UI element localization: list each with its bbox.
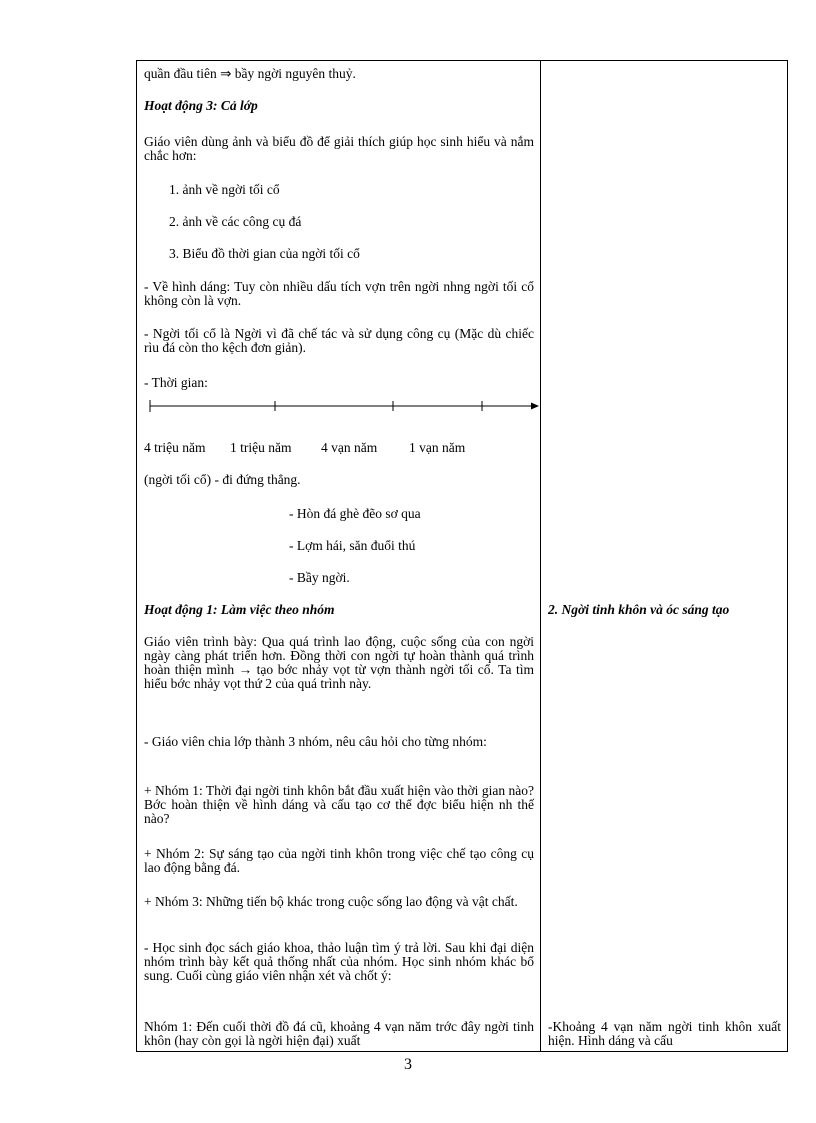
teacher-presentation: Giáo viên trình bày: Qua quá trình lao động, cuộc sống của con ngời ngày càng phát triển hơn. Đồng thời con ngời tự hoàn thành quá trình hoàn thiện mình → tạo bớc nhảy vọt từ vợn thành ngời tối cổ. Ta tìm hiểu bớc nhảy vọt thứ 2 của quá trình này. [144, 634, 534, 691]
group-1-question: + Nhóm 1: Thời đại ngời tinh khôn bắt đầu xuất hiện vào thời gian nào? Bớc hoàn thiện về hình dáng và cấu tạo cơ thể đợc biểu hiện nh thế nào? [144, 783, 534, 826]
characteristic: (ngời tối cổ) - đi đứng thẳng. [144, 472, 301, 487]
section-2-heading: 2. Ngời tinh khôn và óc sáng tạo [548, 602, 730, 617]
list-item: 1. ảnh về ngời tối cổ [169, 182, 280, 197]
activity-1-heading: Hoạt động 1: Làm việc theo nhóm [144, 602, 335, 617]
timeline-label: 4 vạn năm [321, 440, 378, 455]
tool-description: - Ngời tối cổ là Ngời vì đã chế tác và sử dụng công cụ (Mặc dù chiếc rìu đá còn tho kệch đơn giản). [144, 326, 534, 355]
group-3-question: + Nhóm 3: Những tiến bộ khác trong cuộc sống lao động và vật chất. [144, 894, 518, 909]
group-2-question: + Nhóm 2: Sự sáng tạo của ngời tinh khôn trong việc chế tạo công cụ lao động bằng đá. [144, 846, 534, 875]
paragraph-intro: quần đầu tiên ⇒ bầy ngời nguyên thuỷ. [144, 66, 356, 81]
teacher-explains: Giáo viên dùng ảnh và biểu đồ để giải thích giúp học sinh hiểu và nắm chắc hơn: [144, 134, 534, 163]
page-number: 3 [404, 1056, 412, 1073]
activity-3-heading: Hoạt động 3: Cả lớp [144, 98, 258, 113]
characteristic: - Hòn đá ghè đẽo sơ qua [289, 506, 421, 521]
group-1-answer: Nhóm 1: Đến cuối thời đồ đá cũ, khoảng 4 vạn năm trớc đây ngời tinh khôn (hay còn gọi là ngời hiện đại) xuất [144, 1019, 534, 1048]
left-column [137, 61, 541, 1051]
characteristic: - Bầy ngời. [289, 570, 350, 585]
characteristic: - Lợm hái, săn đuổi thú [289, 538, 416, 553]
list-item: 3. Biểu đồ thời gian của ngời tối cổ [169, 246, 360, 261]
group-assignment: - Giáo viên chia lớp thành 3 nhóm, nêu câu hỏi cho từng nhóm: [144, 734, 487, 749]
timeline-axis [147, 399, 539, 413]
time-label: - Thời gian: [144, 375, 208, 390]
timeline-label: 1 triệu năm [230, 440, 292, 455]
list-item: 2. ảnh về các công cụ đá [169, 214, 302, 229]
shape-description: - Về hình dáng: Tuy còn nhiều dấu tích vợn trên ngời nhng ngời tối cổ không còn là vợn. [144, 279, 534, 308]
timeline-label: 4 triệu năm [144, 440, 206, 455]
lesson-table [136, 60, 788, 1052]
right-column [541, 61, 787, 1051]
timeline-label: 1 vạn năm [409, 440, 466, 455]
student-activity: - Học sinh đọc sách giáo khoa, thảo luận tìm ý trả lời. Sau khi đại diện nhóm trình bày kết quả thống nhất của nhóm. Học sinh nhóm khác bổ sung. Cuối cùng giáo viên nhận xét và chốt ý: [144, 940, 534, 983]
section-2-summary: -Khoảng 4 vạn năm ngời tinh khôn xuất hiện. Hình dáng và cấu [548, 1019, 781, 1048]
